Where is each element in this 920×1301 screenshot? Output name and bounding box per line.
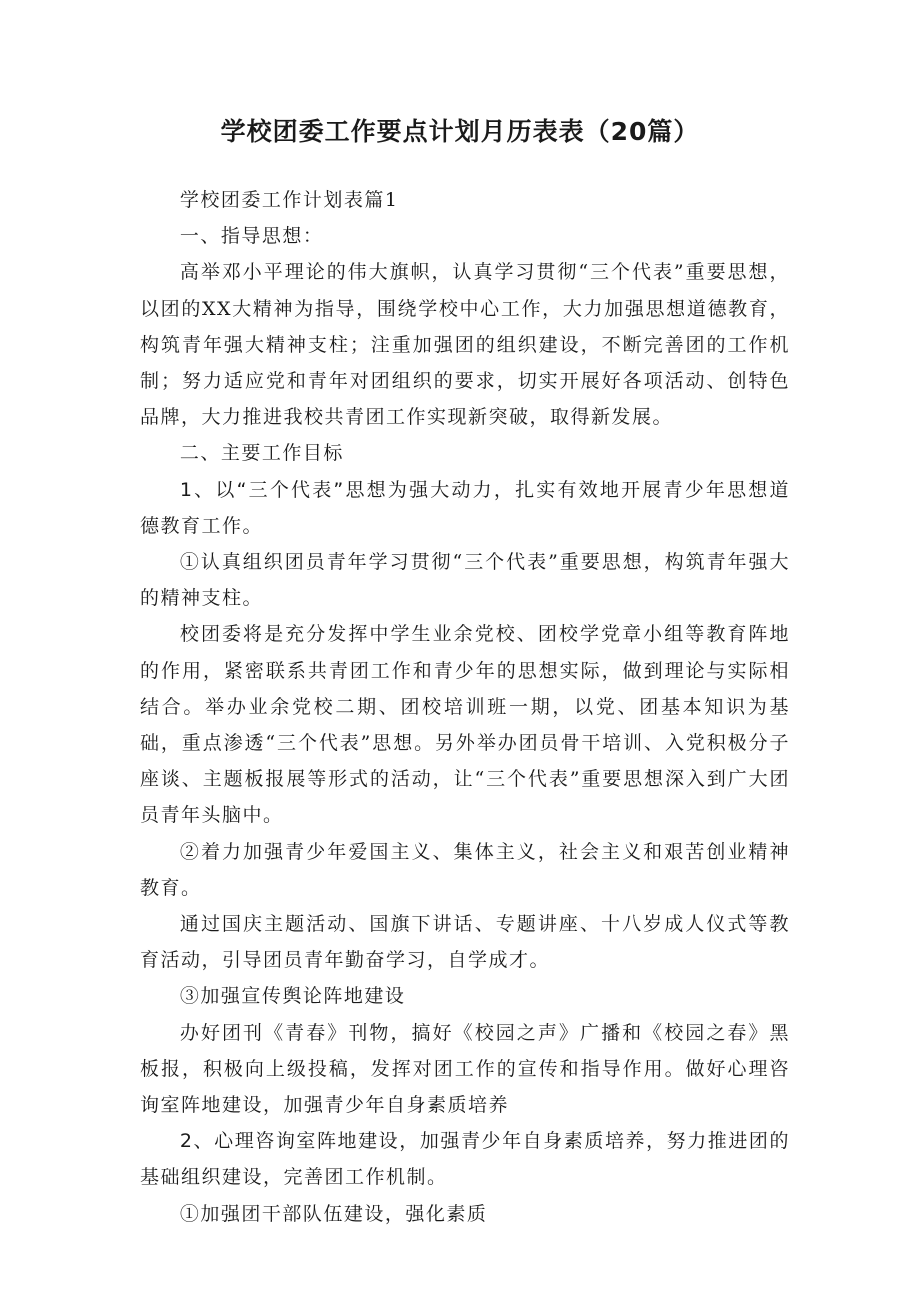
document-title: 学校团委工作要点计划月历表表（20篇） [220,117,700,146]
paragraph: 高举邓小平理论的伟大旗帜，认真学习贯彻“三个代表”重要思想，以团的XX大精神为指导，围绕学校中心工作，大力加强思想道德教育，构筑青年强大精神支柱；注重加强团的组织建设，不断完善团的工作机制；努力适应党和青年对团组织的要求，切实开展好各项活动、创特色品牌，大力推进我校共青团工作实现新突破，取得新发展。 [140,261,790,429]
section-heading: 学校团委工作计划表篇1 [179,189,399,211]
circled-item: ①认真组织团员青年学习贯彻“三个代表”重要思想，构筑青年强大的精神支柱。 [140,551,790,610]
document-body [140,182,790,1232]
subsection-heading: 二、主要工作目标 [179,442,344,465]
circled-item: ②着力加强青少年爱国主义、集体主义，社会主义和艰苦创业精神教育。 [140,840,790,899]
subsection-heading: 一、指导思想： [179,225,324,248]
paragraph: 办好团刊《青春》刊物，搞好《校园之声》广播和《校园之春》黑板报，积极向上级投稿，发挥对团工作的宣传和指导作用。做好心理咨询室阵地建设，加强青少年自身素质培养 [140,1021,790,1117]
circled-item: ①加强团干部队伍建设，强化素质 [179,1202,488,1225]
numbered-item: 1、以“三个代表”思想为强大动力，扎实有效地开展青少年思想道德教育工作。 [140,478,790,537]
circled-item: ③加强宣传舆论阵地建设 [179,985,406,1008]
paragraph: 通过国庆主题活动、国旗下讲话、专题讲座、十八岁成人仪式等教育活动，引导团员青年勤奋学习，自学成才。 [140,913,790,972]
paragraph: 校团委将是充分发挥中学生业余党校、团校学党章小组等教育阵地的作用，紧密联系共青团工作和青少年的思想实际，做到理论与实际相结合。举办业余党校二期、团校培训班一期，以党、团基本知识为基础，重点渗透“三个代表”思想。另外举办团员骨干培训、入党积极分子座谈、主题板报展等形式的活动，让“三个代表”重要思想深入到广大团员青年头脑中。 [140,623,790,827]
numbered-item: 2、心理咨询室阵地建设，加强青少年自身素质培养，努力推进团的基础组织建设，完善团工作机制。 [140,1130,790,1189]
